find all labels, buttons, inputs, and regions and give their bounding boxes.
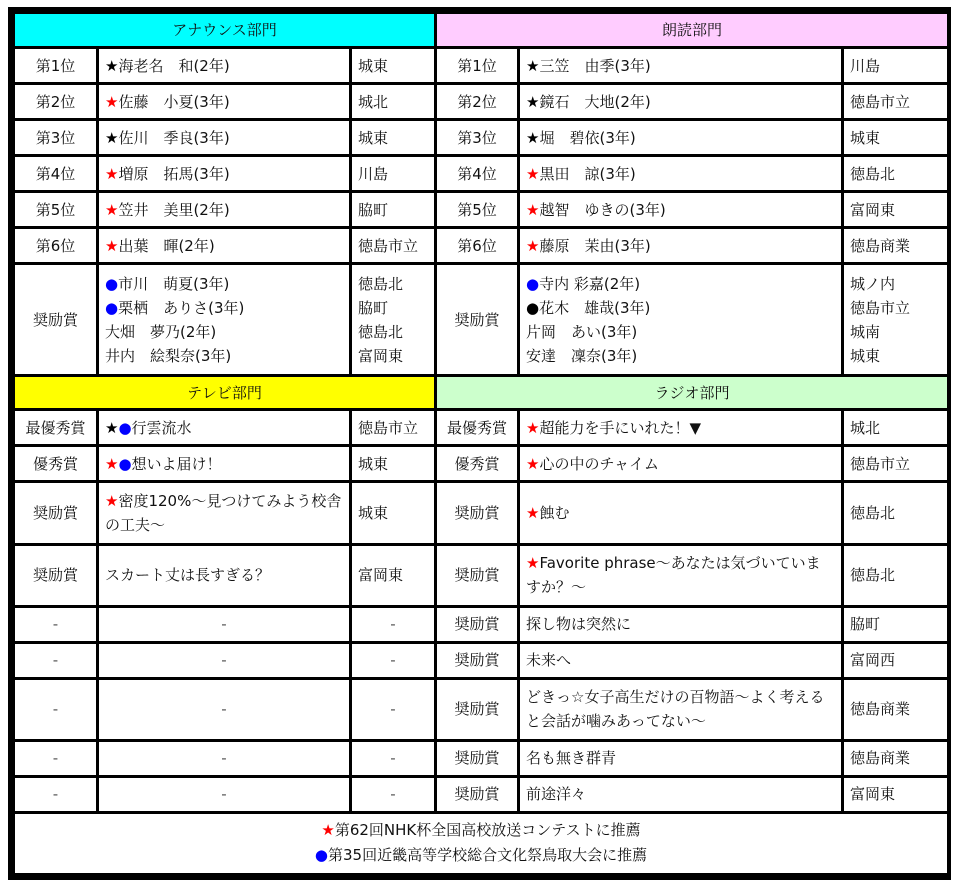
student-name: 片岡 あい(3年): [526, 322, 638, 341]
blue-dot-icon: ●: [105, 274, 119, 293]
student-name: 笠井 美里(2年): [118, 200, 230, 219]
table-row: [14, 84, 949, 120]
star-icon: ★: [526, 128, 540, 147]
radio-title: [519, 410, 843, 446]
student-name: 黒田 諒(3年): [539, 164, 636, 183]
legend-text: 第62回NHK杯全国高校放送コンテストに推薦: [334, 821, 641, 840]
radio-school: 富岡西: [843, 642, 949, 678]
radio-award: 最優秀賞: [436, 410, 519, 446]
tv-award: 優秀賞: [14, 446, 98, 482]
reading-rank: 第1位: [436, 48, 519, 84]
announce-encourage-names: [98, 264, 351, 376]
work-title: 心の中のチャイム: [539, 454, 660, 473]
reading-school: 徳島市立: [843, 84, 949, 120]
star-icon: ★: [105, 454, 119, 473]
reading-school: 富岡東: [843, 192, 949, 228]
announce-name: [98, 120, 351, 156]
radio-award: 奨励賞: [436, 544, 519, 606]
student-name: 鏡石 大地(2年): [539, 92, 651, 111]
star-icon: ★: [105, 236, 119, 255]
reading-school: 徳島商業: [843, 228, 949, 264]
radio-school: 脇町: [843, 606, 949, 642]
reading-encourage-schools: [843, 264, 949, 376]
tv-school: -: [351, 740, 436, 776]
table-row: [14, 642, 949, 678]
table-row: [14, 606, 949, 642]
encourage-row: [14, 264, 949, 376]
tv-title: [98, 446, 351, 482]
announce-school: 川島: [351, 156, 436, 192]
reading-encourage-names: [519, 264, 843, 376]
tv-award: -: [14, 606, 98, 642]
table-row: [14, 446, 949, 482]
radio-school: 徳島商業: [843, 740, 949, 776]
star-icon: ★: [105, 491, 119, 510]
reading-section-header: 朗読部門: [436, 13, 949, 48]
section-header-row: [14, 376, 949, 410]
reading-name: [519, 84, 843, 120]
star-icon: ★: [321, 821, 335, 840]
star-icon: ★: [526, 454, 540, 473]
table-row: [14, 228, 949, 264]
star-icon: ★: [526, 503, 540, 522]
radio-title: 探し物は突然に: [519, 606, 843, 642]
tv-section-header: テレビ部門: [14, 376, 436, 410]
announce-rank: 第6位: [14, 228, 98, 264]
legend-nhk: [21, 818, 941, 843]
student-name: 栗栖 ありさ(3年): [118, 298, 245, 317]
tv-award: 奨励賞: [14, 482, 98, 544]
student-name: 寺内 彩嘉(2年): [539, 274, 641, 293]
table-row: [14, 120, 949, 156]
student-name: 越智 ゆきの(3年): [539, 200, 666, 219]
radio-award: 奨励賞: [436, 776, 519, 812]
blue-dot-icon: ●: [105, 298, 119, 317]
table-row: [14, 48, 949, 84]
reading-school: 城東: [843, 120, 949, 156]
school-name: 城ノ内: [850, 274, 896, 293]
star-icon: ★: [526, 418, 540, 437]
tv-title: -: [98, 642, 351, 678]
school-name: 城東: [850, 346, 881, 365]
reading-rank: 第2位: [436, 84, 519, 120]
radio-section-header: ラジオ部門: [436, 376, 949, 410]
star-icon: ★: [526, 164, 540, 183]
table-row: [14, 740, 949, 776]
tv-school: 富岡東: [351, 544, 436, 606]
tv-title: -: [98, 606, 351, 642]
radio-title: [519, 482, 843, 544]
tv-school: 城東: [351, 446, 436, 482]
radio-award: 奨励賞: [436, 740, 519, 776]
radio-title: [519, 446, 843, 482]
announce-rank: 第5位: [14, 192, 98, 228]
student-name: 堀 碧依(3年): [539, 128, 636, 147]
tv-school: 城東: [351, 482, 436, 544]
announce-rank: 第1位: [14, 48, 98, 84]
blue-dot-icon: ●: [526, 274, 540, 293]
work-title: 蝕む: [539, 503, 570, 522]
tv-title: [98, 410, 351, 446]
tv-award: -: [14, 776, 98, 812]
reading-rank: 第4位: [436, 156, 519, 192]
work-title: 密度120%～見つけてみよう校舎の工夫～: [105, 491, 342, 534]
radio-title: どきっ☆女子高生だけの百物語～よく考えると会話が噛みあってない～: [519, 678, 843, 740]
reading-rank: 第3位: [436, 120, 519, 156]
tv-title: -: [98, 740, 351, 776]
announce-name: [98, 48, 351, 84]
tv-school: -: [351, 642, 436, 678]
student-name: 藤原 茉由(3年): [539, 236, 651, 255]
tv-school: -: [351, 776, 436, 812]
star-icon: ★: [526, 92, 540, 111]
blue-dot-icon: ●: [118, 454, 132, 473]
student-name: 井内 絵梨奈(3年): [105, 346, 232, 365]
announce-school: 城東: [351, 48, 436, 84]
tv-award: 最優秀賞: [14, 410, 98, 446]
student-name: 増原 拓馬(3年): [118, 164, 230, 183]
announce-rank: 第3位: [14, 120, 98, 156]
table-row: [14, 410, 949, 446]
tv-award: -: [14, 740, 98, 776]
radio-award: 奨励賞: [436, 606, 519, 642]
star-icon: ★: [105, 56, 119, 75]
tv-school: -: [351, 606, 436, 642]
tv-title: [98, 482, 351, 544]
student-name: 海老名 和(2年): [118, 56, 230, 75]
student-name: 花木 雄哉(3年): [539, 298, 651, 317]
announce-name: [98, 156, 351, 192]
reading-school: 徳島北: [843, 156, 949, 192]
announce-rank: 第4位: [14, 156, 98, 192]
announce-school: 城北: [351, 84, 436, 120]
table-row: [14, 192, 949, 228]
black-dot-icon: ●: [526, 298, 540, 317]
student-name: 大畑 夢乃(2年): [105, 322, 217, 341]
star-icon: ★: [526, 236, 540, 255]
reading-name: [519, 120, 843, 156]
announce-school: 脇町: [351, 192, 436, 228]
tv-award: 奨励賞: [14, 544, 98, 606]
reading-rank: 第6位: [436, 228, 519, 264]
tv-title: -: [98, 776, 351, 812]
announce-rank: 第2位: [14, 84, 98, 120]
tv-award: -: [14, 642, 98, 678]
star-icon: ★: [105, 164, 119, 183]
school-name: 脇町: [358, 298, 389, 317]
legend-text: 第35回近畿高等学校総合文化祭鳥取大会に推薦: [328, 846, 648, 865]
school-name: 徳島市立: [850, 298, 911, 317]
announce-school: 徳島市立: [351, 228, 436, 264]
tv-title: スカート丈は長すぎる？: [98, 544, 351, 606]
work-title: 行雲流水: [131, 418, 192, 437]
radio-school: 城北: [843, 410, 949, 446]
star-icon: ★: [526, 200, 540, 219]
radio-award: 奨励賞: [436, 678, 519, 740]
results-table: [12, 11, 950, 876]
tv-award: -: [14, 678, 98, 740]
section-header-row: [14, 13, 949, 48]
school-name: 富岡東: [358, 346, 404, 365]
star-icon: ★: [526, 554, 540, 573]
reading-rank: 第5位: [436, 192, 519, 228]
legend-row: [14, 812, 949, 874]
star-icon: ★: [105, 418, 119, 437]
school-name: 徳島北: [358, 274, 404, 293]
reading-name: [519, 192, 843, 228]
radio-title: [519, 544, 843, 606]
work-title: Favorite phrase～あなたは気づいていますか？～: [526, 554, 821, 597]
announce-name: [98, 84, 351, 120]
radio-school: 徳島北: [843, 482, 949, 544]
star-icon: ★: [105, 92, 119, 111]
radio-title: 前途洋々: [519, 776, 843, 812]
star-icon: ★: [526, 56, 540, 75]
radio-award: 奨励賞: [436, 642, 519, 678]
school-name: 城南: [850, 322, 881, 341]
school-name: 徳島北: [358, 322, 404, 341]
radio-school: 徳島北: [843, 544, 949, 606]
announce-name: [98, 192, 351, 228]
student-name: 三笠 由季(3年): [539, 56, 651, 75]
reading-name: [519, 228, 843, 264]
radio-school: 徳島商業: [843, 678, 949, 740]
announce-section-header: アナウンス部門: [14, 13, 436, 48]
reading-school: 川島: [843, 48, 949, 84]
student-name: 出葉 暉(2年): [118, 236, 215, 255]
student-name: 安達 凜奈(3年): [526, 346, 638, 365]
table-row: [14, 482, 949, 544]
student-name: 市川 萌夏(3年): [118, 274, 230, 293]
announce-school: 城東: [351, 120, 436, 156]
results-table-frame: [8, 7, 951, 880]
announce-encourage-label: 奨励賞: [14, 264, 98, 376]
table-row: [14, 156, 949, 192]
radio-title: 名も無き群青: [519, 740, 843, 776]
blue-dot-icon: ●: [314, 846, 329, 865]
legend-kinki: [21, 843, 941, 868]
legend: [14, 812, 949, 874]
radio-school: 徳島市立: [843, 446, 949, 482]
table-row: [14, 678, 949, 740]
student-name: 佐川 季良(3年): [118, 128, 230, 147]
tv-title: -: [98, 678, 351, 740]
work-title: 超能力を手にいれた！▼: [539, 418, 702, 437]
reading-name: [519, 48, 843, 84]
blue-dot-icon: ●: [118, 418, 132, 437]
table-row: [14, 776, 949, 812]
tv-school: 徳島市立: [351, 410, 436, 446]
radio-award: 奨励賞: [436, 482, 519, 544]
reading-encourage-label: 奨励賞: [436, 264, 519, 376]
announce-encourage-schools: [351, 264, 436, 376]
student-name: 佐藤 小夏(3年): [118, 92, 230, 111]
star-icon: ★: [105, 200, 119, 219]
star-icon: ★: [105, 128, 119, 147]
tv-school: -: [351, 678, 436, 740]
radio-school: 富岡東: [843, 776, 949, 812]
announce-name: [98, 228, 351, 264]
work-title: 想いよ届け！: [131, 454, 222, 473]
radio-title: 未来へ: [519, 642, 843, 678]
radio-award: 優秀賞: [436, 446, 519, 482]
table-row: [14, 544, 949, 606]
reading-name: [519, 156, 843, 192]
